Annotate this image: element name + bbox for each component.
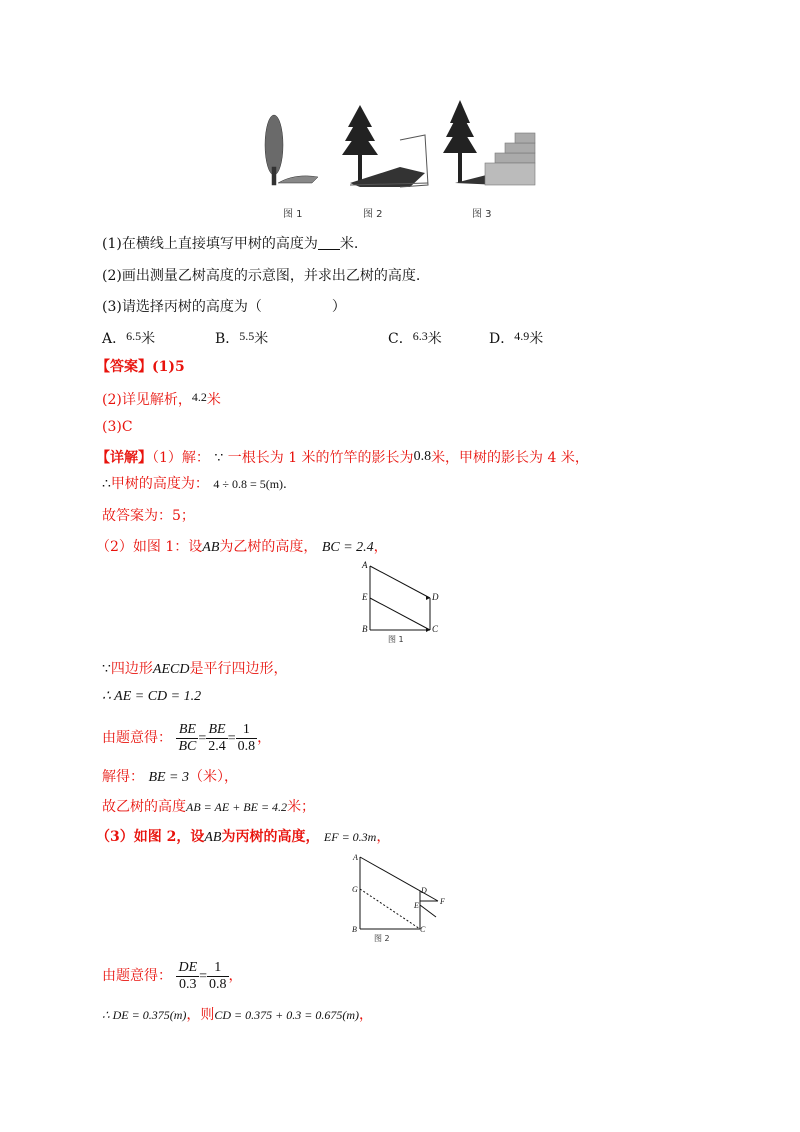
detail-line-2: ∴甲树的高度为： 4 ÷ 0.8 = 5(m). (102, 476, 287, 492)
shadow-diagram (350, 853, 450, 945)
figure-caption-3: 图 3 (472, 209, 492, 220)
question-2: (2)画出测量乙树高度的示意图，并求出乙树的高度. (102, 268, 421, 284)
detail-line-4: （2）如图 1：设AB为乙树的高度， BC = 2.4， (96, 539, 388, 555)
trees-illustration (250, 95, 560, 220)
option-d: D．4.9米 (489, 329, 544, 347)
detail-line-8: 解得： BE = 3（米）， (102, 769, 239, 785)
figure-caption-2: 图 2 (363, 209, 383, 220)
answer-blank (318, 235, 340, 250)
answer-line-1: 【答案】(1)5 (96, 359, 185, 375)
top-figures (250, 95, 560, 220)
option-b: B．5.5米 (215, 329, 269, 347)
detail-line-10: （3）如图 2，设AB为丙树的高度， EF = 0.3m， (96, 829, 391, 845)
figure-caption-1: 图 1 (283, 209, 303, 220)
detail-line-1: 【详解】（1）解： ∵ 一根长为 1 米的竹竿的影长为0.8米，甲树的影长为 4 米， (96, 449, 589, 466)
answer-line-3: (3)C (102, 419, 133, 435)
detail-line-7: 由题意得： $\frac{BE}{BC}$ = $\frac{BE}{2.4}$ = $\frac{1}{0.8}$ ， (102, 721, 272, 754)
figure-2: A G D E F B C 图 2 (350, 853, 450, 945)
figure-1: A E B D C 图 1 (360, 560, 445, 648)
detail-line-6: ∴ AE = CD = 1.2 (102, 689, 202, 704)
answer-line-2: (2)详见解析，4.2米 (102, 390, 221, 408)
option-c: C．6.3米 (388, 329, 442, 347)
detail-line-12: ∴ DE = 0.375(m)，则CD = 0.375 + 0.3 = 0.675(m)， (102, 1007, 374, 1023)
question-1: (1)在横线上直接填写甲树的高度为 米. (102, 236, 359, 252)
detail-line-5: ∵四边形AECD是平行四边形， (102, 661, 288, 677)
option-a: A．6.5米 (102, 329, 156, 347)
detail-line-9: 故乙树的高度AB = AE + BE = 4.2米； (102, 799, 316, 815)
question-3: (3)请选择丙树的高度为（ ） (102, 299, 346, 315)
detail-line-3: 故答案为：5； (102, 508, 195, 524)
detail-line-11: 由题意得： $\frac{DE}{0.3}$ = $\frac{1}{0.8}$ ， (102, 959, 243, 992)
